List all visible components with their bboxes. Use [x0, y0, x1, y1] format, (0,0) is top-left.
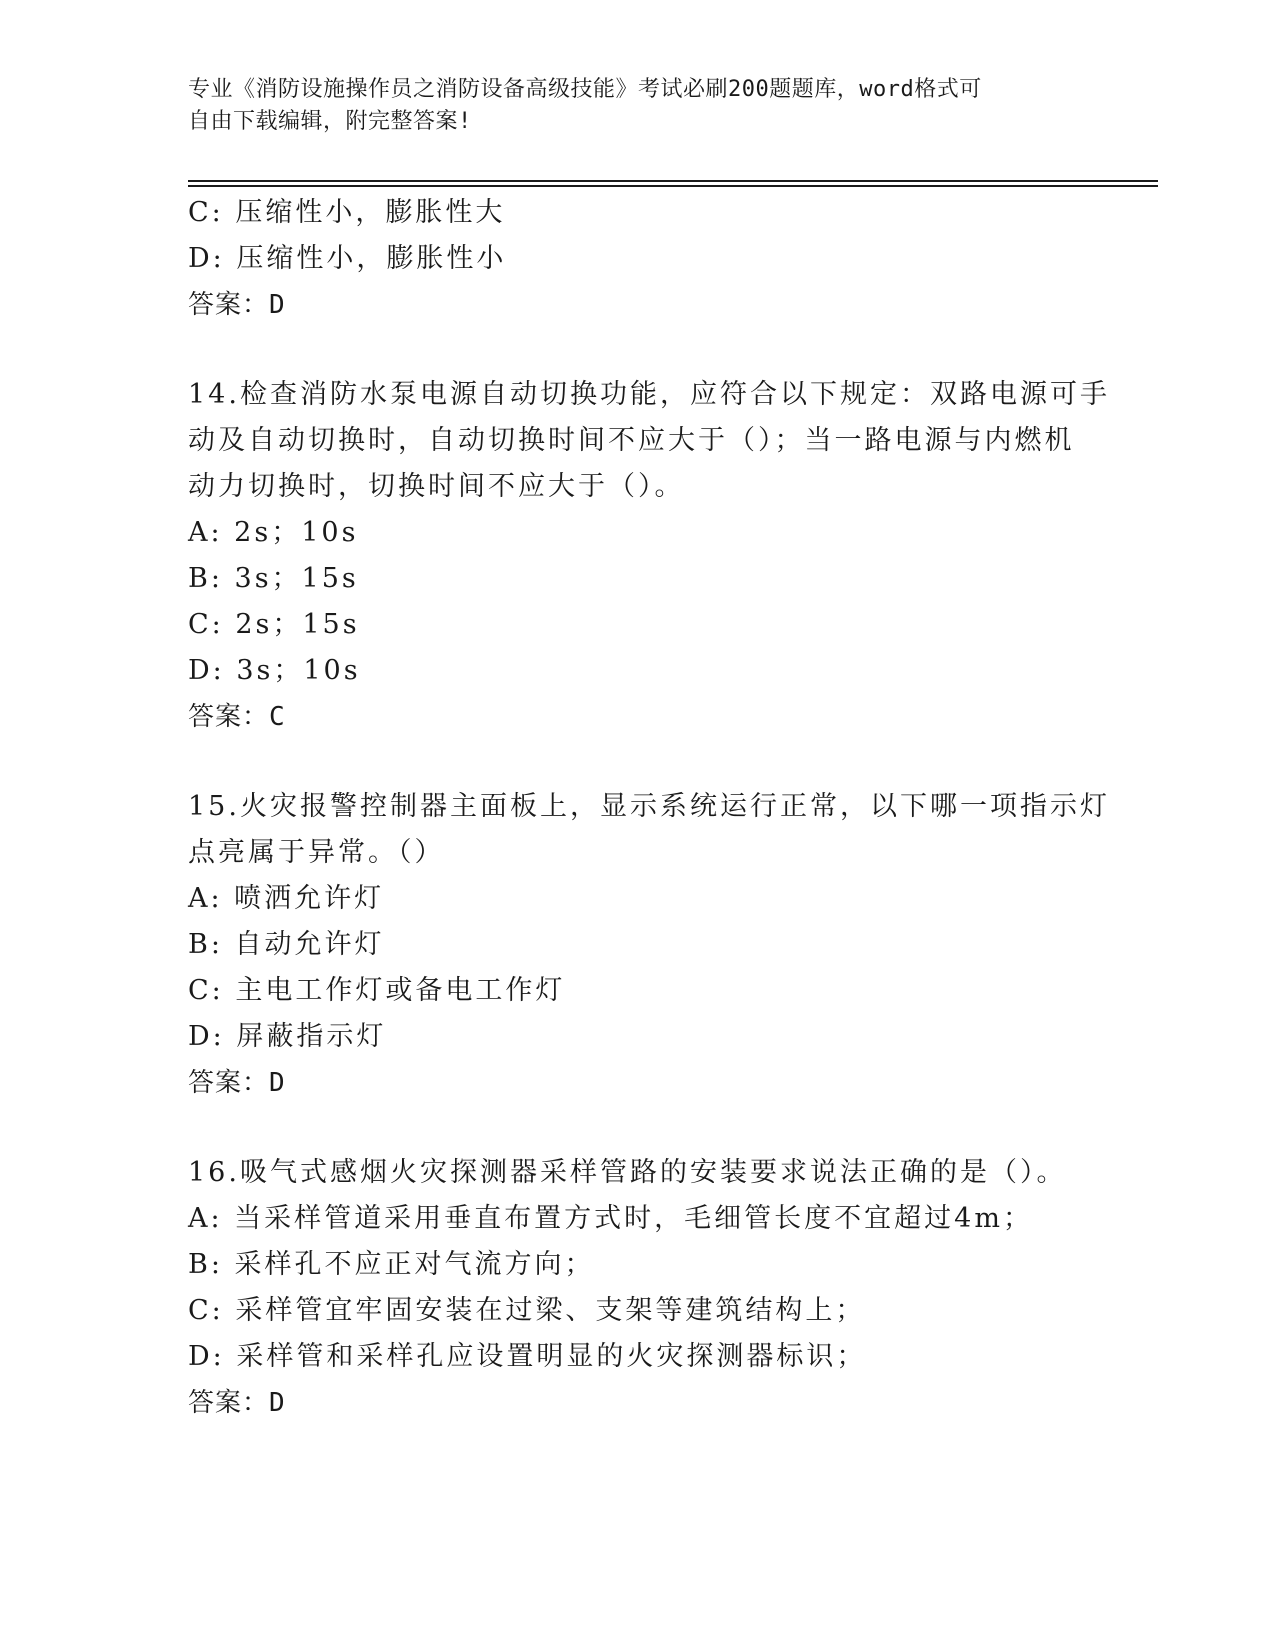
question-13 [188, 190, 1088, 328]
answer-line: 答案：D [188, 1068, 286, 1098]
document-header [188, 74, 1068, 138]
option-a: A: 当采样管道采用垂直布置方式时，毛细管长度不宜超过4m； [188, 1203, 1033, 1234]
header-line-1: 专业《消防设施操作员之消防设备高级技能》考试必刷200题题库，word格式可 [188, 77, 982, 102]
option-c: C: 压缩性小，膨胀性大 [188, 197, 506, 228]
header-divider-top [188, 180, 1158, 182]
option-c: C: 采样管宜牢固安装在过梁、支架等建筑结构上； [188, 1295, 866, 1326]
question-stem: 点亮属于异常。（） [188, 837, 445, 868]
question-stem: 15.火灾报警控制器主面板上，显示系统运行正常，以下哪一项指示灯 [188, 791, 1110, 822]
question-stem: 动及自动切换时，自动切换时间不应大于（）；当一路电源与内燃机 [188, 425, 1075, 456]
header-line-2: 自由下载编辑，附完整答案! [188, 109, 472, 134]
option-c: C: 2s；15s [188, 609, 360, 640]
answer-line: 答案：C [188, 702, 286, 732]
option-b: B: 自动允许灯 [188, 929, 385, 960]
question-stem: 动力切换时，切换时间不应大于（）。 [188, 471, 685, 502]
option-d: D: 3s；10s [188, 655, 361, 686]
question-stem: 16.吸气式感烟火灾探测器采样管路的安装要求说法正确的是（）。 [188, 1157, 1067, 1188]
option-d: D: 压缩性小，膨胀性小 [188, 243, 507, 274]
option-c: C: 主电工作灯或备电工作灯 [188, 975, 566, 1006]
header-divider-bottom [188, 185, 1158, 187]
answer-line: 答案：D [188, 290, 286, 320]
option-b: B: 3s；15s [188, 563, 359, 594]
question-15 [188, 784, 1110, 1106]
option-d: D: 屏蔽指示灯 [188, 1021, 387, 1052]
option-b: B: 采样孔不应正对气流方向； [188, 1249, 595, 1280]
option-d: D: 采样管和采样孔应设置明显的火灾探测器标识； [188, 1341, 867, 1372]
question-16 [188, 1150, 1088, 1426]
question-list [188, 190, 1110, 1426]
answer-line: 答案：D [188, 1388, 286, 1418]
question-14 [188, 372, 1110, 740]
option-a: A: 2s；10s [188, 517, 359, 548]
option-a: A: 喷洒允许灯 [188, 883, 385, 914]
question-stem: 14.检查消防水泵电源自动切换功能，应符合以下规定：双路电源可手 [188, 379, 1110, 410]
